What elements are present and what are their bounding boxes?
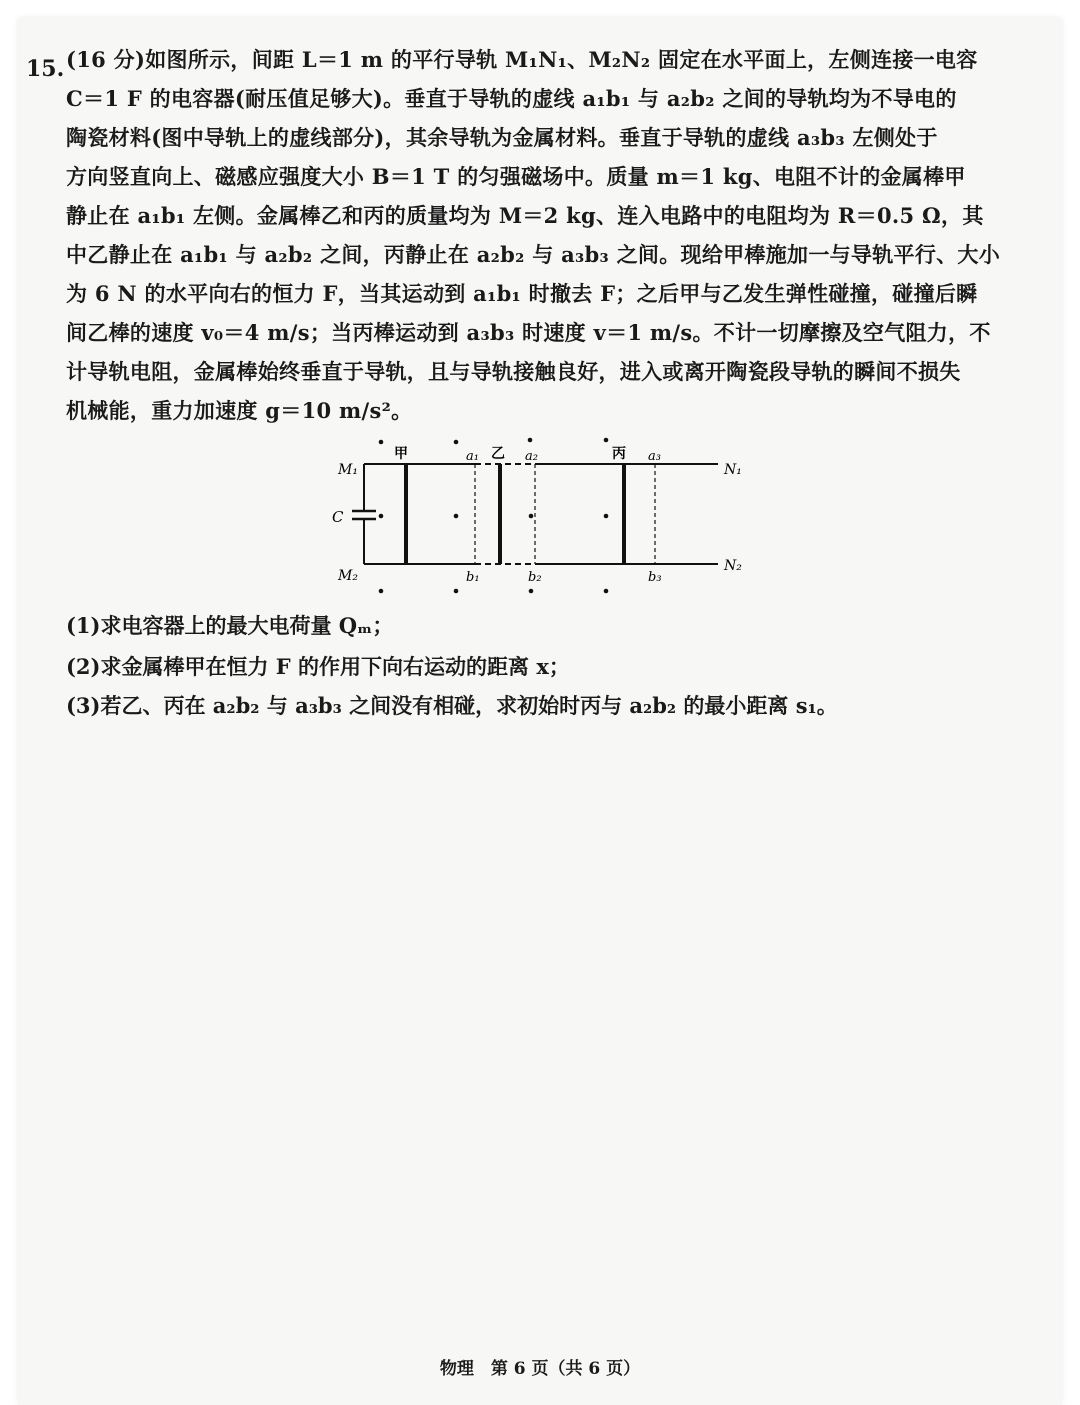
- stem-line: 方向竖直向上、磁感应强度大小 B＝1 T 的匀强磁场中。质量 m＝1 kg、电阻不计的金属棒甲: [66, 164, 966, 189]
- stem-line: 计导轨电阻，金属棒始终垂直于导轨，且与导轨接触良好，进入或离开陶瓷段导轨的瞬间不损失: [66, 359, 961, 384]
- label-M2: M₂: [338, 568, 358, 584]
- stem-line: (16 分)如图所示，间距 L＝1 m 的平行导轨 M₁N₁、M₂N₂ 固定在水平面上，左侧连接一电容: [66, 47, 978, 72]
- stem-line: 中乙静止在 a₁b₁ 与 a₂b₂ 之间，丙静止在 a₂b₂ 与 a₃b₃ 之间。现给甲棒施加一与导轨平行、大小: [66, 242, 1001, 267]
- label-bing: 丙: [612, 446, 626, 462]
- label-a3: a₃: [648, 449, 661, 464]
- question-number: 15.: [26, 56, 65, 82]
- field-dot: [528, 438, 533, 443]
- question-stem: [66, 40, 1016, 430]
- stem-line: 为 6 N 的水平向右的恒力 F，当其运动到 a₁b₁ 时撤去 F；之后甲与乙发生弹性碰撞，碰撞后瞬: [66, 281, 978, 306]
- field-dot: [604, 514, 609, 519]
- field-dot: [379, 589, 384, 594]
- field-dot: [454, 440, 459, 445]
- stem-line: 间乙棒的速度 v₀＝4 m/s；当丙棒运动到 a₃b₃ 时速度 v＝1 m/s。不计一切摩擦及空气阻力，不: [66, 320, 991, 345]
- label-a2: a₂: [525, 449, 538, 464]
- field-dot: [379, 440, 384, 445]
- label-N1: N₁: [724, 462, 742, 478]
- stem-line: 陶瓷材料(图中导轨上的虚线部分)，其余导轨为金属材料。垂直于导轨的虚线 a₃b₃ 左侧处于: [66, 125, 938, 150]
- field-dot: [604, 438, 609, 443]
- label-a1: a₁: [466, 449, 479, 464]
- label-b1: b₁: [466, 570, 480, 585]
- sub-question-2: (2)求金属棒甲在恒力 F 的作用下向右运动的距离 x；: [66, 654, 570, 679]
- stem-line: 机械能，重力加速度 g＝10 m/s²。: [66, 398, 413, 423]
- field-dot: [529, 589, 534, 594]
- stem-line: 静止在 a₁b₁ 左侧。金属棒乙和丙的质量均为 M＝2 kg、连入电路中的电阻均为 R＝0.5 Ω，其: [66, 203, 984, 228]
- field-dot: [454, 514, 459, 519]
- label-N2: N₂: [724, 558, 742, 574]
- field-dot: [379, 514, 384, 519]
- field-dot: [529, 514, 534, 519]
- label-b2: b₂: [528, 570, 542, 585]
- sub-question-3: (3)若乙、丙在 a₂b₂ 与 a₃b₃ 之间没有相碰，求初始时丙与 a₂b₂ 的最小距离 s₁。: [66, 693, 838, 718]
- stem-line: C＝1 F 的电容器(耐压值足够大)。垂直于导轨的虚线 a₁b₁ 与 a₂b₂ 之间的导轨均为不导电的: [66, 86, 957, 111]
- label-b3: b₃: [648, 570, 662, 585]
- page-footer: 物理 第 6 页（共 6 页）: [439, 1359, 641, 1379]
- field-dot: [604, 589, 609, 594]
- rail-circuit-diagram: [320, 428, 760, 603]
- sub-question-1: (1)求电容器上的最大电荷量 Qₘ；: [66, 613, 394, 638]
- label-C: C: [332, 508, 344, 526]
- label-M1: M₁: [338, 462, 358, 478]
- field-dot: [454, 589, 459, 594]
- label-jia: 甲: [394, 446, 408, 462]
- label-yi: 乙: [491, 446, 505, 462]
